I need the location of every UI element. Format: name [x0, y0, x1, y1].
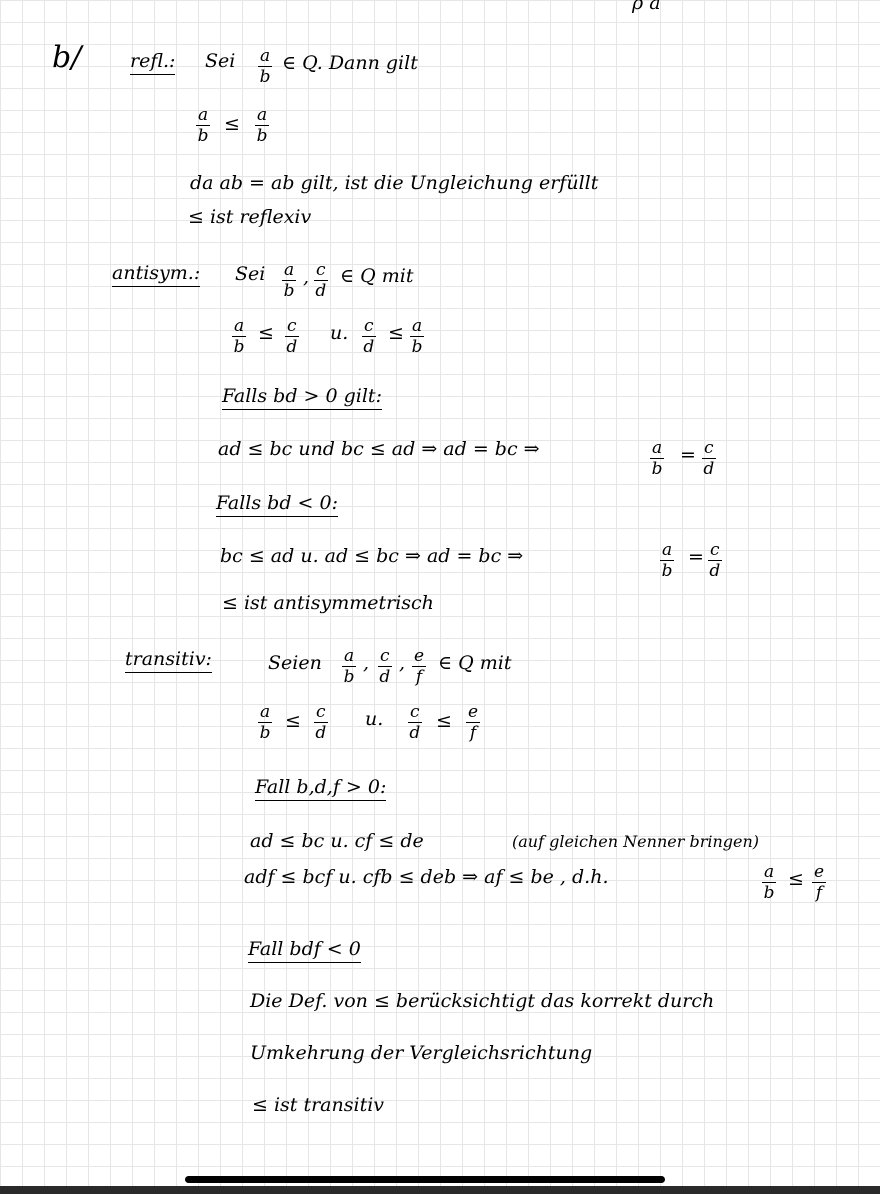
antisym-cond2-rhs [410, 318, 424, 356]
frac-den: b [411, 337, 423, 357]
frac-num: c [364, 316, 374, 336]
frac-num: a [260, 702, 271, 722]
transitiv-label: transitiv: [125, 648, 212, 673]
antisym-frac-2 [314, 262, 328, 300]
frac-den: b [283, 281, 295, 301]
frac-num: e [414, 646, 425, 666]
transitiv-case2-text1: Die Def. von ≤ berücksichtigt das korrekt durch [250, 990, 715, 1012]
frac-den: b [763, 883, 775, 903]
frac-num: a [234, 316, 245, 336]
antisym-frac-1 [282, 262, 296, 300]
refl-label: refl.: [130, 50, 175, 75]
refl-conclusion: ≤ ist reflexiv [188, 206, 312, 228]
antisym-case2-result-lhs [660, 542, 674, 580]
frac-num: a [662, 540, 673, 560]
frac-num: c [380, 646, 390, 666]
transitiv-cond1-lhs [258, 704, 272, 742]
transitiv-frac-2 [378, 648, 392, 686]
transitiv-cond1-rhs [314, 704, 328, 742]
transitiv-frac-3 [412, 648, 426, 686]
refl-statement-tail: ∈ Q. Dann gilt [282, 52, 418, 74]
frac-den: d [315, 723, 327, 743]
transitiv-case1-line1: ad ≤ bc u. cf ≤ de [250, 830, 424, 852]
antisym-cond2-op: ≤ [388, 322, 404, 344]
frac-num: a [284, 260, 295, 280]
frac-den: d [409, 723, 421, 743]
frac-den: d [379, 667, 391, 687]
frac-den: b [233, 337, 245, 357]
refl-ineq-rhs [255, 107, 269, 145]
refl-ineq-lhs [196, 107, 210, 145]
frac-den: d [363, 337, 375, 357]
transitiv-statement-tail: ∈ Q mit [438, 652, 512, 674]
frac-num: e [814, 862, 825, 882]
antisym-case1-heading: Falls bd > 0 gilt: [222, 385, 382, 410]
antisym-cond1-lhs [232, 318, 246, 356]
frac-num: a [198, 105, 209, 125]
transitiv-case2-heading: Fall bdf < 0 [248, 938, 361, 963]
frac-num: a [764, 862, 775, 882]
frac-den: b [256, 126, 268, 146]
antisym-statement: Sei [235, 263, 266, 285]
refl-fraction [258, 48, 272, 86]
transitiv-case2-text2: Umkehrung der Vergleichsrichtung [250, 1042, 593, 1064]
frac-num: a [257, 105, 268, 125]
transitiv-conclusion: ≤ ist transitiv [252, 1094, 385, 1116]
transitiv-comma-2: , [399, 652, 406, 674]
antisym-case2-result-op: = [688, 546, 704, 568]
frac-num: c [710, 540, 720, 560]
refl-reason: da ab = ab gilt, ist die Ungleichung erfüllt [190, 172, 599, 194]
frac-den: f [815, 883, 823, 903]
frac-num: c [316, 260, 326, 280]
antisym-and: u. [330, 322, 349, 344]
antisym-case1-result-op: = [680, 444, 696, 466]
frac-num: c [410, 702, 420, 722]
transitiv-case1-result-rhs [812, 864, 826, 902]
antisym-conclusion: ≤ ist antisymmetrisch [222, 592, 434, 614]
frac-den: b [651, 459, 663, 479]
antisym-statement-tail: ∈ Q mit [340, 265, 414, 287]
refl-statement: Sei [205, 50, 236, 72]
transitiv-case1-result-op: ≤ [788, 868, 804, 890]
frac-den: f [415, 667, 423, 687]
antisym-case1-result-rhs [702, 440, 716, 478]
home-indicator[interactable] [185, 1176, 665, 1183]
bottom-edge [0, 1186, 880, 1194]
frac-den: f [469, 723, 477, 743]
frac-den: d [315, 281, 327, 301]
antisym-cond1-rhs [285, 318, 299, 356]
transitiv-cond2-lhs [408, 704, 422, 742]
frac-den: b [259, 723, 271, 743]
frac-num: c [316, 702, 326, 722]
transitiv-and: u. [365, 708, 384, 730]
frac-den: b [197, 126, 209, 146]
frac-den: b [343, 667, 355, 687]
antisym-comma: , [303, 266, 310, 288]
antisym-case1-line: ad ≤ bc und bc ≤ ad ⇒ ad = bc ⇒ [218, 438, 540, 460]
transitiv-cond1-op: ≤ [285, 710, 301, 732]
antisym-label: antisym.: [112, 262, 200, 287]
frac-num: a [344, 646, 355, 666]
frac-den: b [661, 561, 673, 581]
antisym-case2-heading: Falls bd < 0: [216, 492, 338, 517]
transitiv-cond2-op: ≤ [436, 710, 452, 732]
antisym-cond1-op: ≤ [258, 322, 274, 344]
frac-den: b [259, 67, 271, 87]
transitiv-case1-heading: Fall b,d,f > 0: [255, 776, 386, 801]
top-scribble: ρ a [632, 0, 661, 14]
transitiv-frac-1 [342, 648, 356, 686]
refl-ineq-op: ≤ [224, 113, 240, 135]
frac-num: a [412, 316, 423, 336]
frac-den: d [709, 561, 721, 581]
antisym-case2-line: bc ≤ ad u. ad ≤ bc ⇒ ad = bc ⇒ [220, 545, 524, 567]
frac-num: e [468, 702, 479, 722]
transitiv-comma-1: , [363, 652, 370, 674]
transitiv-case1-result-lhs [762, 864, 776, 902]
transitiv-case1-line2: adf ≤ bcf u. cfb ≤ deb ⇒ af ≤ be , d.h. [244, 866, 609, 888]
transitiv-cond2-rhs [466, 704, 480, 742]
frac-den: d [703, 459, 715, 479]
transitiv-case1-note: (auf gleichen Nenner bringen) [512, 832, 760, 851]
transitiv-statement: Seien [268, 652, 322, 674]
frac-num: c [287, 316, 297, 336]
antisym-case2-result-rhs [708, 542, 722, 580]
part-label: b/ [52, 40, 82, 75]
frac-num: c [704, 438, 714, 458]
antisym-case1-result-lhs [650, 440, 664, 478]
antisym-cond2-lhs [362, 318, 376, 356]
frac-num: a [652, 438, 663, 458]
frac-den: d [286, 337, 298, 357]
frac-num: a [260, 46, 271, 66]
